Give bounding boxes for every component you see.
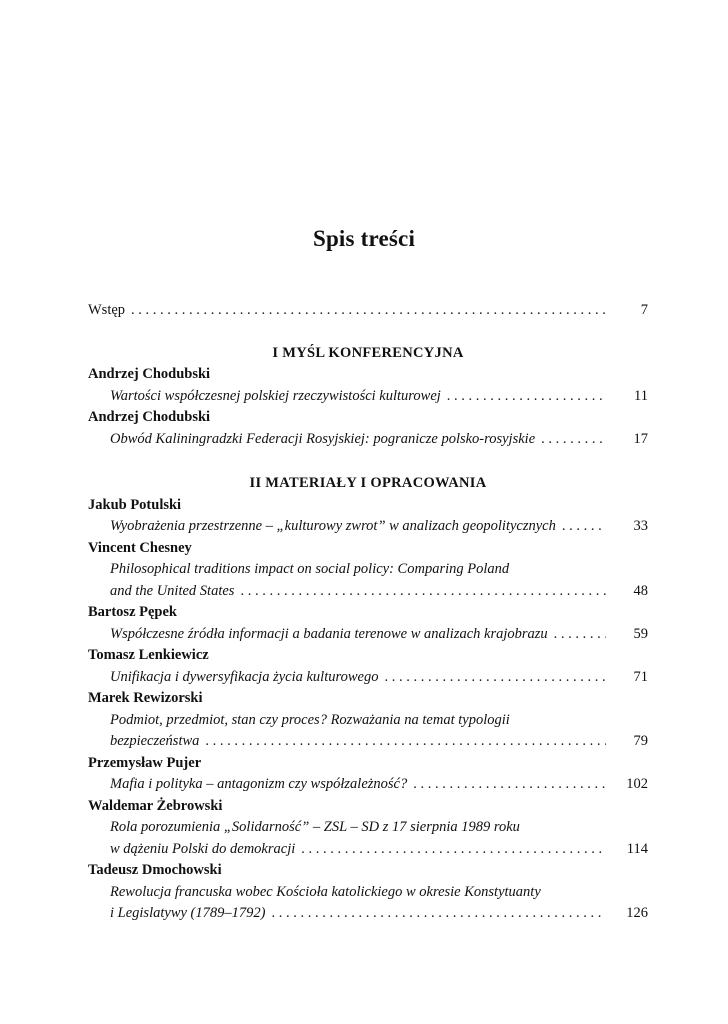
toc-entry-title: Wyobrażenia przestrzenne – „kulturowy zwrot” w analizach geopolitycznych xyxy=(110,518,556,534)
dot-leader xyxy=(554,624,606,646)
dot-leader xyxy=(562,516,606,538)
toc-page-number: 114 xyxy=(626,840,648,857)
dot-leader xyxy=(271,903,606,925)
toc-author: Andrzej Chodubski xyxy=(88,366,211,382)
toc-entry-intro[interactable] xyxy=(88,300,648,322)
toc-entry[interactable] xyxy=(88,667,648,689)
toc-author: Waldemar Żebrowski xyxy=(88,797,223,814)
toc-entry-title: Wartości współczesnej polskiej rzeczywistości kulturowej xyxy=(110,387,441,404)
toc-entry-title-line[interactable]: Podmiot, przedmiot, stan czy proces? Rozważania na temat typologii xyxy=(110,711,510,728)
toc-page-number: 33 xyxy=(633,518,648,534)
toc-entry-title: Mafia i polityka – antagonizm czy współzależność? xyxy=(110,776,408,792)
toc-entry-title: Współczesne źródła informacji a badania terenowe w analizach krajobrazu xyxy=(110,625,548,642)
toc-entry-title: Unifikacja i dywersyfikacja życia kulturowego xyxy=(110,668,379,685)
section-heading: I MYŚL KONFERENCYJNA xyxy=(272,344,464,361)
toc-author: Tomasz Lenkiewicz xyxy=(88,647,209,663)
toc-entry-title: w dążeniu Polski do demokracji xyxy=(110,840,296,857)
toc-entry-title: Wstęp xyxy=(88,302,126,318)
dot-leader xyxy=(384,667,606,689)
toc-entry-title-line[interactable]: Rewolucja francuska wobec Kościoła katolickiego w okresie Konstytuanty xyxy=(110,883,541,900)
toc-author: Bartosz Pępek xyxy=(88,604,177,620)
toc-entry-title: Obwód Kaliningradzki Federacji Rosyjskiej: pogranicze polsko-rosyjskie xyxy=(110,430,536,447)
toc-author: Przemysław Pujer xyxy=(88,754,202,771)
dot-leader xyxy=(413,774,606,796)
dot-leader xyxy=(131,300,606,322)
toc-author: Andrzej Chodubski xyxy=(88,409,211,425)
toc-page-number: 7 xyxy=(640,302,648,318)
toc-entry[interactable] xyxy=(88,774,648,796)
toc-page-number: 11 xyxy=(634,387,648,404)
toc-entry[interactable] xyxy=(88,581,648,603)
toc-entry[interactable] xyxy=(88,731,648,753)
dot-leader xyxy=(240,581,606,603)
toc-page-number: 102 xyxy=(626,776,648,792)
toc-author: Tadeusz Dmochowski xyxy=(88,862,222,878)
toc-page-number: 71 xyxy=(633,668,648,685)
toc-page-number: 59 xyxy=(633,625,648,642)
toc-entry[interactable] xyxy=(88,516,648,538)
dot-leader xyxy=(447,386,606,408)
section-heading: II MATERIAŁY I OPRACOWANIA xyxy=(249,475,487,491)
toc-author: Vincent Chesney xyxy=(88,539,192,556)
toc-entry[interactable] xyxy=(88,839,648,861)
toc-author: Jakub Potulski xyxy=(88,496,182,513)
dot-leader xyxy=(301,839,606,861)
page-title: Spis treści xyxy=(312,226,416,251)
table-of-contents xyxy=(88,300,648,925)
toc-author: Marek Rewizorski xyxy=(88,690,203,706)
toc-page-number: 126 xyxy=(626,905,648,921)
toc-entry[interactable] xyxy=(88,429,648,451)
toc-entry-title-line[interactable]: Rola porozumienia „Solidarność” – ZSL – SD z 17 sierpnia 1989 roku xyxy=(110,819,520,835)
dot-leader xyxy=(541,429,606,451)
toc-page-number: 17 xyxy=(633,430,648,447)
dot-leader xyxy=(205,731,606,753)
toc-entry-title: bezpieczeństwa xyxy=(110,733,200,749)
toc-entry[interactable] xyxy=(88,903,648,925)
toc-entry[interactable] xyxy=(88,624,648,646)
toc-page-number: 48 xyxy=(633,582,648,599)
toc-page-number: 79 xyxy=(633,733,648,749)
toc-entry-title: and the United States xyxy=(110,582,235,599)
toc-entry[interactable] xyxy=(88,386,648,408)
toc-entry-title-line[interactable]: Philosophical traditions impact on social policy: Comparing Poland xyxy=(110,561,510,577)
toc-entry-title: i Legislatywy (1789–1792) xyxy=(110,905,266,921)
